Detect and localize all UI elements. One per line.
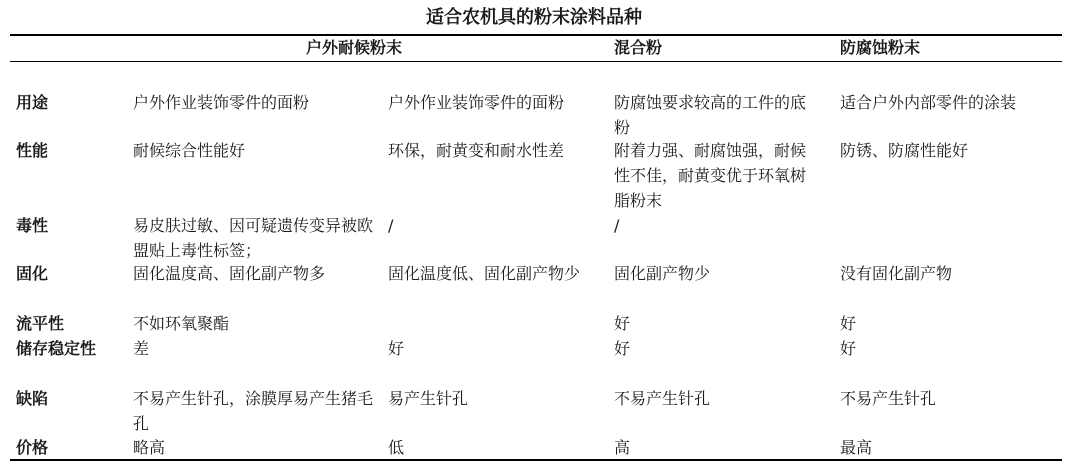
row-label: 毒性 <box>16 216 49 235</box>
row-label: 流平性 <box>16 314 65 333</box>
row-label: 缺陷 <box>16 389 49 408</box>
row-label: 性能 <box>16 141 49 160</box>
header-rule <box>10 61 1062 62</box>
table-cell: 好 <box>614 339 631 358</box>
table-cell: / <box>614 216 620 235</box>
table-cell: 附着力强、耐腐蚀强，耐候性不佳，耐黄变优于环氧树脂粉末 <box>614 141 807 210</box>
row-label: 用途 <box>16 93 49 112</box>
table-cell: 好 <box>388 339 405 358</box>
table-cell: 易产生针孔 <box>388 389 469 408</box>
table-cell: 适合户外内部零件的涂装 <box>840 93 1017 112</box>
table-cell: 户外作业装饰零件的面粉 <box>133 93 310 112</box>
table-cell: 固化副产物少 <box>614 264 711 283</box>
table-cell: 不如环氧聚酯 <box>133 314 230 333</box>
table-cell: 不易产生针孔，涂膜厚易产生猪毛孔 <box>133 389 374 433</box>
table-title: 适合农机具的粉末涂料品种 <box>426 7 642 28</box>
table-cell: 没有固化副产物 <box>840 264 953 283</box>
row-label: 储存稳定性 <box>16 339 97 358</box>
table-cell: 防腐蚀要求较高的工件的底粉 <box>614 93 807 137</box>
table-cell: / <box>388 216 394 235</box>
table-cell: 好 <box>840 339 857 358</box>
table-cell: 好 <box>614 314 631 333</box>
table-cell: 户外作业装饰零件的面粉 <box>388 93 565 112</box>
row-label: 价格 <box>16 438 49 457</box>
table-cell: 不易产生针孔 <box>614 389 711 408</box>
table-cell: 最高 <box>840 438 873 457</box>
header-hybrid-powder: 混合粉 <box>614 38 663 57</box>
table-cell: 好 <box>840 314 857 333</box>
table-cell: 高 <box>614 438 631 457</box>
table-cell: 不易产生针孔 <box>840 389 937 408</box>
table-cell: 低 <box>388 438 405 457</box>
header-outdoor-powder: 户外耐候粉末 <box>306 38 403 57</box>
row-label: 固化 <box>16 264 49 283</box>
table-cell: 易皮肤过敏、因可疑遗传变异被欧盟贴上毒性标签； <box>133 216 374 260</box>
table-cell: 防锈、防腐性能好 <box>840 141 969 160</box>
table-cell: 略高 <box>133 438 166 457</box>
table-cell: 固化温度低、固化副产物少 <box>388 264 581 283</box>
table-cell: 耐候综合性能好 <box>133 141 246 160</box>
table-cell: 差 <box>133 339 150 358</box>
table-cell: 固化温度高、固化副产物多 <box>133 264 326 283</box>
table-cell: 环保，耐黄变和耐水性差 <box>388 141 565 160</box>
header-anticorrosion-powder: 防腐蚀粉末 <box>840 38 921 57</box>
